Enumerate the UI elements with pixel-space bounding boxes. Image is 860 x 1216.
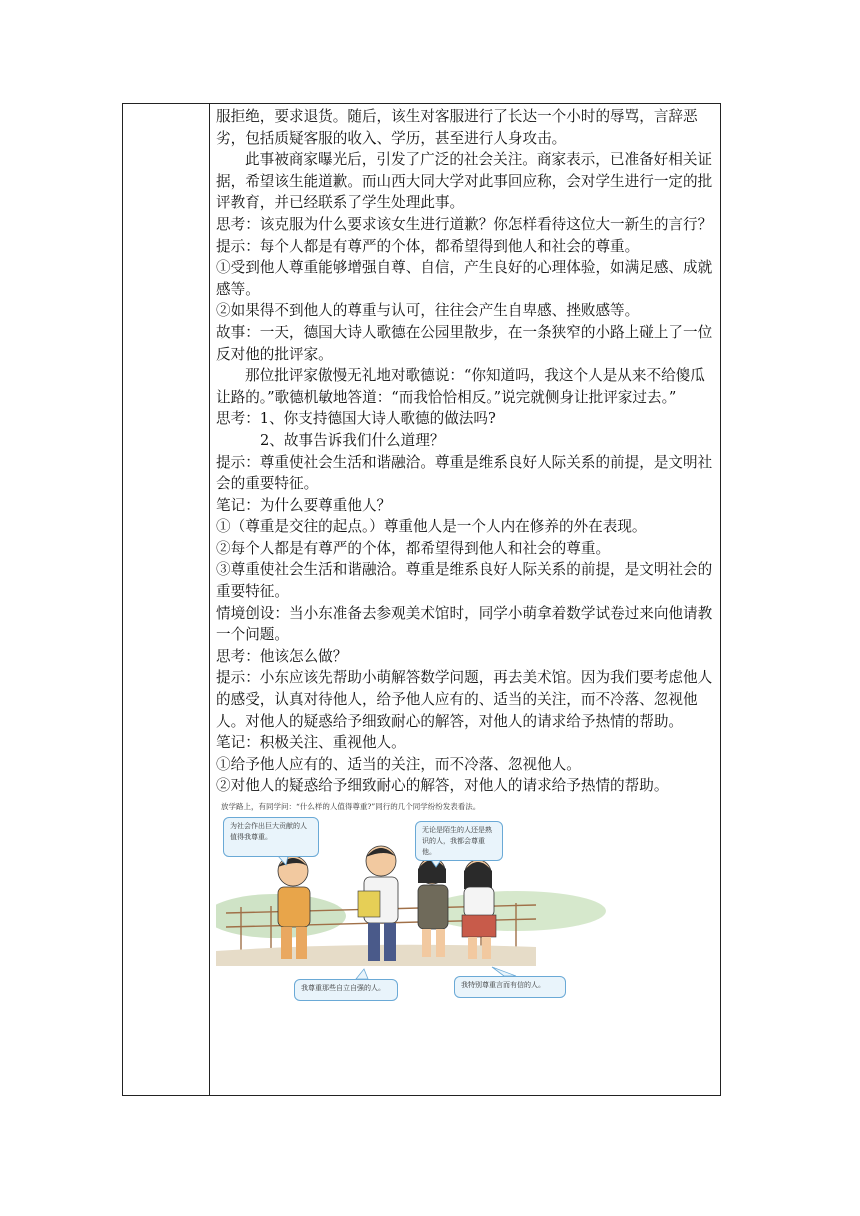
textbook-illustration [216, 801, 716, 1023]
lesson-table [122, 103, 721, 1096]
paragraph-question-1: 思考：该克服为什么要求该女生进行道歉？你怎样看待这位大一新生的言行？ [216, 215, 713, 233]
paragraph-story-continued: 服拒绝，要求退货。随后，该生对客服进行了长达一个小时的辱骂，言辞恶劣，包括质疑客服的收入、学历，甚至进行人身攻击。 [216, 108, 698, 147]
speech-bubble-2: 无论是陌生的人还是熟识的人，我都会尊重他。 [415, 821, 503, 861]
paragraph-hint-1: 提示：每个人都是有尊严的个体，都希望得到他人和社会的尊重。 [216, 237, 640, 255]
paragraph-story-aftermath: 此事被商家曝光后，引发了广泛的社会关注。商家表示，已准备好相关证据，希望该生能道歉。而山西大同大学对此事回应称，会对学生进行一定的批评教育，并已经联系了学生处理此事。 [216, 151, 713, 212]
table-left-column [123, 104, 210, 1095]
speech-bubble-3: 我尊重那些自立自强的人。 [294, 979, 398, 1001]
paragraph-hint-2: 提示：尊重使社会生活和谐融洽。尊重是维系良好人际关系的前提，是文明社会的重要特征。 [216, 453, 713, 493]
paragraph-note-1-title: 笔记：为什么要尊重他人？ [216, 496, 392, 514]
table-content-cell [216, 106, 716, 1023]
paragraph-question-3: 思考：他该怎么做？ [216, 647, 348, 665]
paragraph-goethe-story: 故事：一天，德国大诗人歌德在公园里散步，在一条狭窄的小路上碰上了一位反对他的批评家。 [216, 323, 713, 363]
paragraph-note-1-point-2: ②每个人都是有尊严的个体，都希望得到他人和社会的尊重。 [216, 539, 611, 557]
paragraph-hint-1-point-1: ①受到他人尊重能够增强自尊、自信，产生良好的心理体验，如满足感、成就感等。 [216, 259, 713, 298]
paragraph-hint-1-point-2: ②如果得不到他人的尊重与认可，往往会产生自卑感、挫败感等。 [216, 302, 640, 320]
paragraph-hint-3: 提示：小东应该先帮助小萌解答数学问题，再去美术馆。因为我们要考虑他人的感受，认真对待他人，给予他人应有的、适当的关注，而不冷落、忽视他人。对他人的疑惑给予细致耐心的解答，对他人的请求给予热情的帮助。 [216, 669, 713, 730]
speech-bubble-4: 我特别尊重言而有信的人。 [454, 976, 566, 998]
paragraph-note-2-title: 笔记：积极关注、重视他人。 [216, 734, 406, 752]
paragraph-question-2-item-2: 2、故事告诉我们什么道理？ [260, 431, 445, 449]
paragraph-goethe-dialogue: 那位批评家傲慢无礼地对歌德说：“你知道吗，我这个人是从来不给傻瓜让路的。”歌德机敏地答道：“而我恰恰相反。”说完就侧身让批评家过去。” [216, 367, 705, 406]
speech-bubble-1: 为社会作出巨大贡献的人值得我尊重。 [223, 817, 319, 857]
paragraph-note-1-point-3: ③尊重使社会生活和谐融洽。尊重是维系良好人际关系的前提，是文明社会的重要特征。 [216, 561, 713, 601]
paragraph-question-2: 思考：1、你支持德国大诗人歌德的做法吗? [216, 410, 496, 428]
illustration-caption: 放学路上，有同学问：“什么样的人值得尊重?”同行的几个同学纷纷发表看法。 [221, 802, 481, 811]
paragraph-note-2-point-1: ①给予他人应有的、适当的关注，而不冷落、忽视他人。 [216, 755, 581, 773]
paragraph-note-2-point-2: ②对他人的疑惑给予细致耐心的解答，对他人的请求给予热情的帮助。 [216, 777, 669, 795]
paragraph-note-1-point-1: ①（尊重是交往的起点。）尊重他人是一个人内在修养的外在表现。 [216, 518, 647, 536]
paragraph-scenario: 情境创设：当小东准备去参观美术馆时，同学小萌拿着数学试卷过来向他请教一个问题。 [216, 604, 713, 644]
